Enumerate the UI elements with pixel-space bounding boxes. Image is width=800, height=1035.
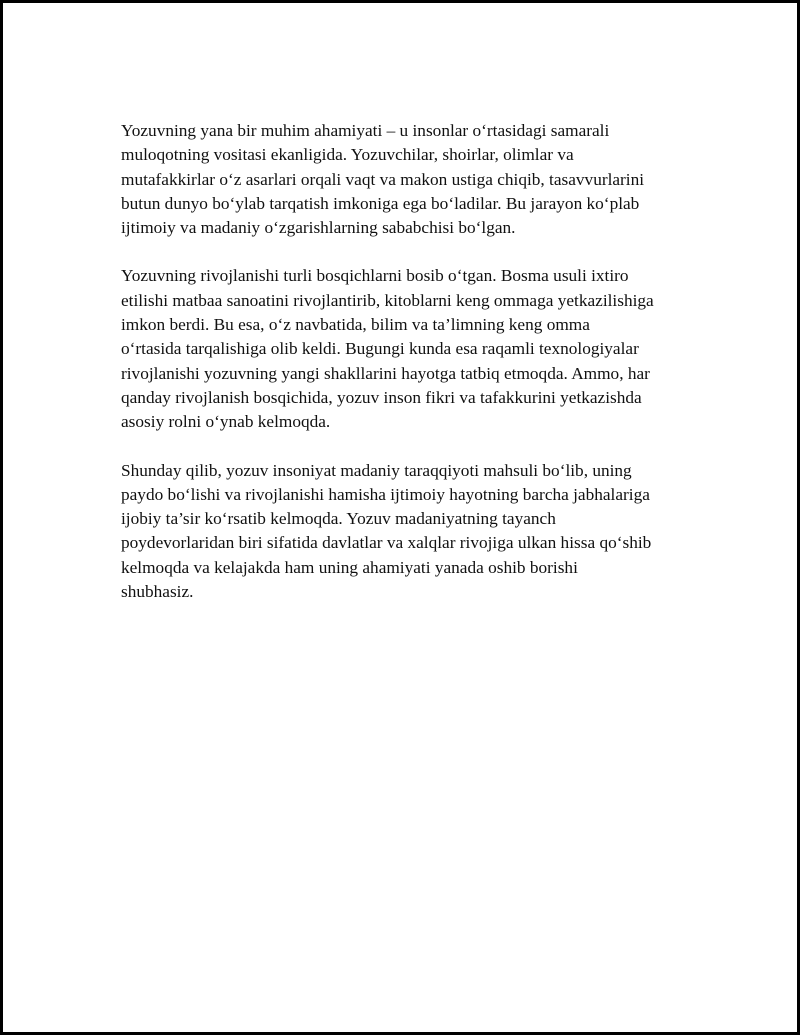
document-body	[121, 119, 711, 628]
paragraph-3: Shunday qilib, yozuv insoniyat madaniy taraqqiyoti mahsuli boʻlib, uning paydo boʻlishi va rivojlanishi hamisha ijtimoiy hayotning barcha jabhalariga ijobiy ta’sir koʻrsatib kelmoqda. Yozuv madaniyatning tayanch poydevorlaridan biri sifatida davlatlar va xalqlar rivojiga ulkan hissa qoʻshib kelmoqda va kelajakda ham uning ahamiyati yanada oshib borishi shubhasiz.	[121, 460, 652, 602]
paragraph-1: Yozuvning yana bir muhim ahamiyati – u insonlar oʻrtasidagi samarali muloqotning vositasi ekanligida. Yozuvchilar, shoirlar, olimlar va mutafakkirlar oʻz asarlari orqali vaqt va makon ustiga chiqib, tasavvurlarini butun dunyo boʻylab tarqatish imkoniga ega boʻladilar. Bu jarayon koʻplab ijtimoiy va madaniy oʻzgarishlarning sababchisi boʻlgan.	[121, 121, 645, 238]
paragraph-2: Yozuvning rivojlanishi turli bosqichlarni bosib oʻtgan. Bosma usuli ixtiro etilishi matbaa sanoatini rivojlantirib, kitoblarni keng ommaga yetkazilishiga imkon berdi. Bu esa, oʻz navbatida, bilim va ta’limning keng omma oʻrtasida tarqalishiga olib keldi. Bugungi kunda esa raqamli texnologiyalar rivojlanishi yozuvning yangi shakllarini hayotga tatbiq etmoqda. Ammo, har qanday rivojlanish bosqichida, yozuv inson fikri va tafakkurini yetkazishda asosiy rolni oʻynab kelmoqda.	[121, 266, 654, 432]
